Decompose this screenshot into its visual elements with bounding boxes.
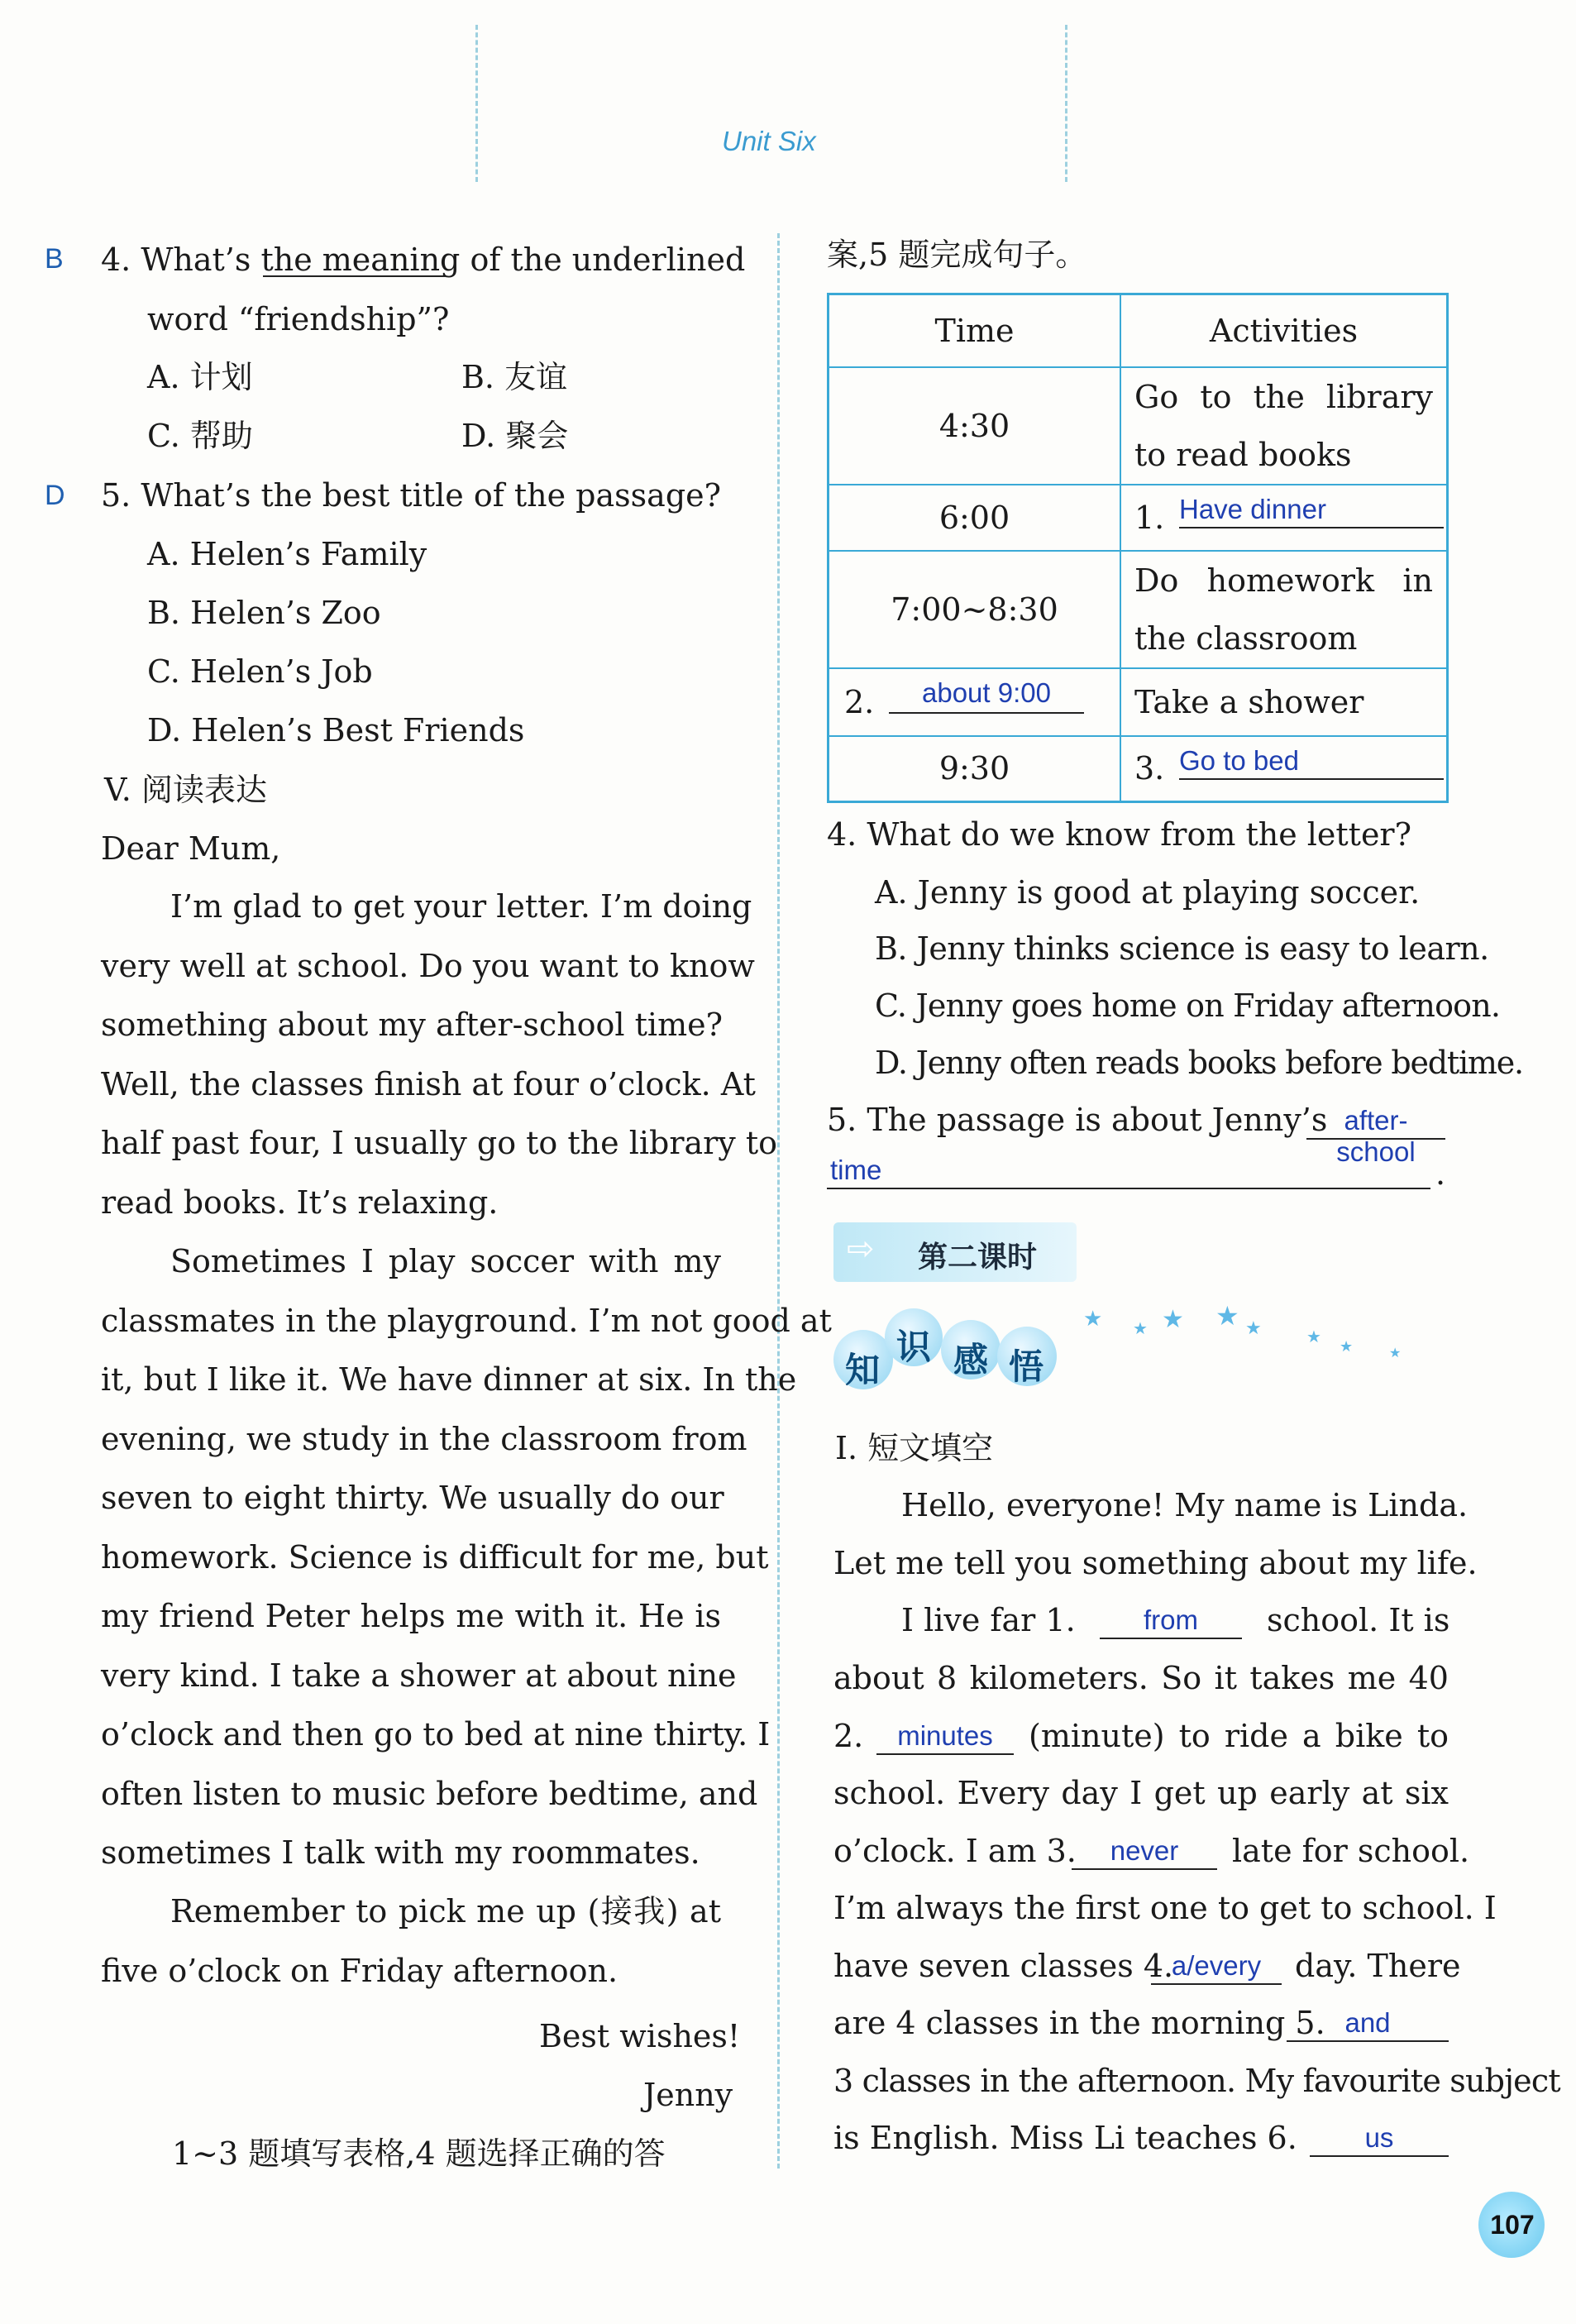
- unit-title: Unit Six: [722, 126, 816, 156]
- q4-option-c: C. 帮助: [147, 418, 253, 454]
- table-row: [829, 367, 1448, 485]
- row1-activity: Go to the library to read books: [1120, 367, 1448, 485]
- cloze-blank-3[interactable]: [1072, 1835, 1217, 1870]
- section-title-char-1: 知: [845, 1350, 881, 1390]
- right-q5-stem: 5. The passage is about Jenny’s: [827, 1102, 1328, 1138]
- table-row: [829, 485, 1448, 551]
- underline-friendship: [263, 275, 447, 277]
- cloze-line-10a: are 4 classes in the morning 5.: [833, 2005, 1325, 2041]
- row2-answer-blank[interactable]: [1179, 495, 1444, 528]
- cloze-line-12a: is English. Miss Li teaches 6.: [833, 2120, 1297, 2156]
- q5-option-d: D. Helen’s Best Friends: [147, 712, 525, 748]
- p2-line: it, but I like it. We have dinner at six. In the: [101, 1361, 797, 1398]
- letter-paragraph-3: [101, 1882, 721, 2001]
- row3-activity: Do homework in the classroom: [1120, 551, 1448, 668]
- page-number: 107: [1490, 2210, 1535, 2240]
- header-guide-right: [1065, 25, 1067, 182]
- cloze-line-5a: 2.: [833, 1718, 864, 1754]
- p2-line: Sometimes I play soccer with my: [170, 1243, 721, 1279]
- p2-line: classmates in the playground. I’m not good at: [101, 1302, 832, 1339]
- row2-answer: Have dinner: [1179, 493, 1326, 524]
- row4-number: 2.: [844, 683, 875, 720]
- p2-line: my friend Peter helps me with it. He is: [101, 1598, 721, 1634]
- row4-answer-blank[interactable]: [889, 679, 1084, 714]
- p1-line: half past four, I usually go to the library to: [101, 1125, 778, 1161]
- p3-line: Remember to pick me up (接我) at: [170, 1893, 721, 1929]
- q5-answer-2: time: [830, 1155, 882, 1185]
- row5-answer: Go to bed: [1179, 744, 1299, 776]
- cloze-blank-5[interactable]: [1287, 2007, 1449, 2042]
- q5-option-a: A. Helen’s Family: [147, 536, 427, 572]
- star-icon: ★: [1340, 1338, 1354, 1356]
- cloze-line-9b: day. There: [1295, 1948, 1461, 1984]
- q4-option-a: A. 计划: [147, 359, 253, 395]
- p2-line: o’clock and then go to bed at nine thirty. I: [101, 1716, 771, 1753]
- cloze-line-8: I’m always the first one to get to school. I: [833, 1890, 1497, 1926]
- task-instruction: 1~3 题填写表格,4 题选择正确的答: [172, 2135, 666, 2172]
- task-instruction-continued: 案,5 题完成句子。: [827, 237, 1087, 273]
- letter-salutation: Dear Mum,: [101, 830, 281, 867]
- cloze-answer-3: never: [1110, 1835, 1179, 1866]
- cloze-line-9a: have seven classes 4.: [833, 1948, 1174, 1984]
- cloze-line-11: 3 classes in the afternoon. My favourite subject: [833, 2063, 1560, 2099]
- table-row: [829, 551, 1448, 668]
- row4-time: [829, 668, 1121, 736]
- p1-line: I’m glad to get your letter. I’m doing: [170, 888, 752, 925]
- row5-activity: [1120, 736, 1448, 802]
- p2-line: sometimes I talk with my roommates.: [101, 1834, 700, 1871]
- cloze-answer-2: minutes: [897, 1720, 993, 1751]
- p2-line: often listen to music before bedtime, and: [101, 1775, 758, 1812]
- section-title-char-3: 感: [953, 1340, 989, 1380]
- table-header-row: [829, 294, 1448, 367]
- answer-letter-q4: B: [45, 243, 64, 275]
- q5-answer-1: after-school: [1336, 1105, 1416, 1167]
- header-time: Time: [829, 294, 1121, 367]
- star-icon: ★: [1083, 1307, 1103, 1332]
- answer-letter-q5: D: [45, 480, 65, 511]
- cloze-line-3b: school. It is: [1267, 1602, 1450, 1638]
- question-4-line1: 4. What’s the meaning of the underlined: [101, 241, 746, 278]
- cloze-answer-4: a/every: [1171, 1950, 1262, 1981]
- p1-line: Well, the classes finish at four o’clock. At: [101, 1065, 756, 1102]
- q5-option-c: C. Helen’s Job: [147, 653, 373, 690]
- q5-answer-blank-1[interactable]: [1306, 1105, 1445, 1167]
- row5-number: 3.: [1134, 750, 1165, 787]
- q5-option-b: B. Helen’s Zoo: [147, 595, 381, 631]
- cloze-answer-5: and: [1344, 2007, 1391, 2038]
- cloze-line-1: Hello, everyone! My name is Linda.: [901, 1487, 1469, 1523]
- section-v-heading: V. 阅读表达: [104, 772, 267, 808]
- section-title-char-2: 识: [896, 1327, 932, 1367]
- q5-period: .: [1435, 1155, 1446, 1192]
- right-q4-option-b: B. Jenny thinks science is easy to learn.: [875, 930, 1489, 967]
- column-divider: [777, 233, 780, 2169]
- star-icon: ★: [1133, 1318, 1148, 1338]
- q5-answer-blank-2[interactable]: [827, 1150, 1430, 1189]
- p2-line: very kind. I take a shower at about nine: [101, 1657, 737, 1694]
- row3-time: 7:00~8:30: [829, 551, 1121, 668]
- question-4-line2: word “friendship”?: [147, 301, 450, 337]
- cloze-answer-6: us: [1364, 2122, 1394, 2153]
- p2-line: seven to eight thirty. We usually do our: [101, 1480, 724, 1516]
- row2-time: 6:00: [829, 485, 1121, 551]
- cloze-line-7b: late for school.: [1232, 1833, 1470, 1869]
- star-icon: ★: [1215, 1300, 1239, 1332]
- row4-answer: about 9:00: [922, 677, 1051, 708]
- right-q4-option-c: C. Jenny goes home on Friday afternoon.: [875, 987, 1501, 1024]
- p1-line: very well at school. Do you want to know: [101, 947, 755, 984]
- row5-time: 9:30: [829, 736, 1121, 802]
- q4-option-b: B. 友谊: [461, 359, 568, 395]
- star-icon: ★: [1245, 1318, 1262, 1339]
- table-row: [829, 668, 1448, 736]
- row4-activity: Take a shower: [1120, 668, 1448, 736]
- cloze-blank-6[interactable]: [1310, 2122, 1449, 2157]
- row2-activity: [1120, 485, 1448, 551]
- p1-line: something about my after-school time?: [101, 1007, 723, 1043]
- cloze-line-6: school. Every day I get up early at six: [833, 1775, 1449, 1811]
- header-guide-left: [475, 25, 478, 182]
- right-q4-stem: 4. What do we know from the letter?: [827, 816, 1411, 853]
- p2-line: evening, we study in the classroom from: [101, 1420, 747, 1457]
- right-q4-option-a: A. Jenny is good at playing soccer.: [875, 874, 1421, 911]
- row5-answer-blank[interactable]: [1179, 744, 1444, 780]
- cloze-answer-1: from: [1144, 1604, 1198, 1635]
- section-title-char-4: 悟: [1009, 1346, 1044, 1387]
- p1-line: read books. It’s relaxing.: [101, 1184, 499, 1221]
- row2-number: 1.: [1134, 499, 1165, 536]
- letter-paragraph-1: [101, 877, 778, 1232]
- letter-signature: Jenny: [643, 2077, 733, 2113]
- star-icon: ★: [1389, 1345, 1402, 1360]
- schedule-table: [827, 293, 1449, 803]
- cloze-line-5b: (minute) to ride a bike to: [1029, 1718, 1449, 1754]
- cloze-blank-1[interactable]: [1100, 1604, 1242, 1639]
- cloze-line-4: about 8 kilometers. So it takes me 40: [833, 1660, 1449, 1696]
- table-row: [829, 736, 1448, 802]
- lesson-banner-label: 第二课时: [918, 1241, 1038, 1274]
- right-q4-option-d: D. Jenny often reads books before bedtime.: [875, 1045, 1523, 1081]
- cloze-blank-4[interactable]: [1151, 1950, 1282, 1985]
- cloze-line-3a: I live far 1.: [901, 1602, 1076, 1638]
- section-i-heading: I. 短文填空: [835, 1430, 994, 1466]
- cloze-blank-2[interactable]: [876, 1720, 1014, 1755]
- letter-closing: Best wishes!: [539, 2018, 741, 2054]
- star-icon: ★: [1162, 1305, 1184, 1334]
- p2-line: homework. Science is difficult for me, but: [101, 1538, 769, 1576]
- arrow-right-icon: ⇨: [847, 1230, 875, 1268]
- cloze-line-2: Let me tell you something about my life.: [833, 1545, 1478, 1581]
- header-activities: Activities: [1120, 294, 1448, 367]
- star-icon: ★: [1306, 1327, 1321, 1346]
- p3-line: five o’clock on Friday afternoon.: [101, 1952, 618, 1989]
- row1-time: 4:30: [829, 367, 1121, 485]
- question-5-stem: 5. What’s the best title of the passage?: [101, 477, 721, 514]
- letter-paragraph-2: [101, 1232, 832, 1883]
- cloze-line-7a: o’clock. I am 3.: [833, 1833, 1077, 1869]
- q4-option-d: D. 聚会: [461, 418, 569, 454]
